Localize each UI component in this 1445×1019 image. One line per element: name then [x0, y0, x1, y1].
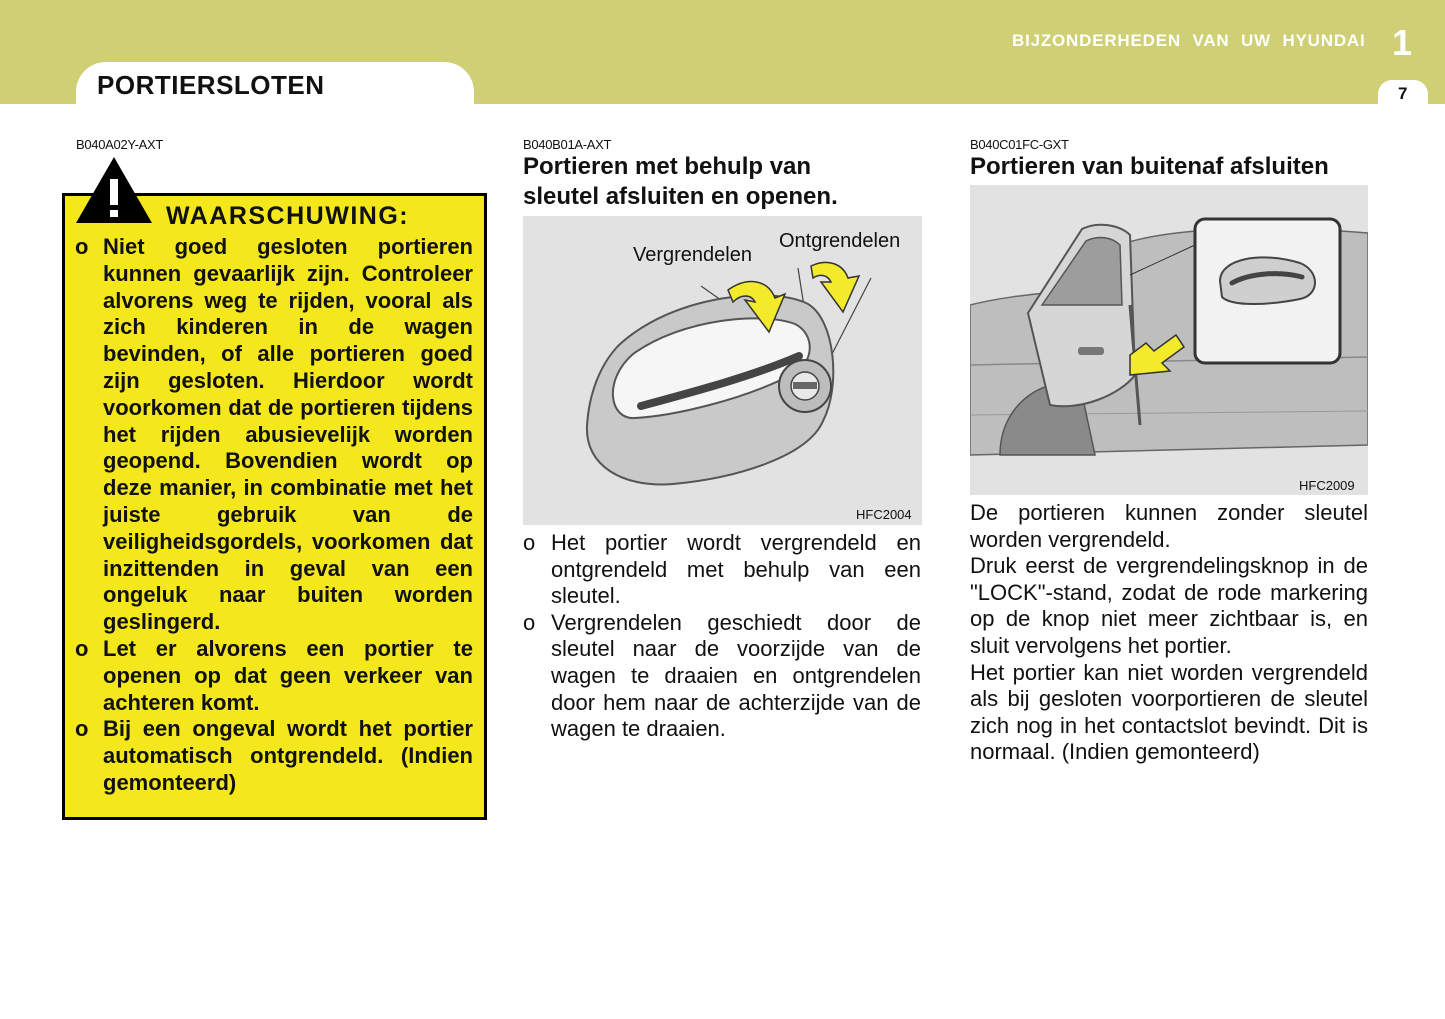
page-number: 7	[1398, 84, 1408, 103]
right-code: B040C01FC-GXT	[970, 137, 1069, 152]
bullet: o	[523, 609, 536, 635]
warning-item-text: Bij een ongeval wordt het portier automatisch ontgrendeld. (Indien gemonteerd)	[103, 716, 473, 795]
warning-heading: WAARSCHUWING:	[166, 202, 410, 230]
right-body-text	[970, 500, 1368, 766]
section-title: PORTIERSLOTEN	[97, 70, 325, 100]
car-door-figure	[970, 185, 1368, 495]
door-handle-key-figure	[523, 216, 922, 525]
middle-list	[523, 530, 921, 743]
warning-item-text: Let er alvorens een portier te openen op dat geen verkeer van achteren komt.	[103, 635, 473, 715]
list-item	[523, 530, 921, 610]
middle-code: B040B01A-AXT	[523, 137, 612, 152]
middle-heading	[523, 152, 923, 212]
warning-item-text: Niet goed gesloten portieren kunnen gevaarlijk zijn. Controleer alvorens weg te rijden, vooral als zich kinderen in de wagen bevinden, of alle portieren goed zijn gesloten. Hierdoor wordt voorkomen dat de portieren tijdens het rijden abusievelijk worden geopend. Bovendien wordt op deze manier, in combinatie met het juiste gebruik van de veiligheidsgordels, voorkomen dat inzittenden in geval van een ongeluk naar buiten worden geslingerd.	[103, 234, 473, 635]
bullet: o	[523, 530, 536, 555]
bullet: o	[75, 234, 89, 259]
figure-code: HFC2009	[1299, 478, 1355, 493]
chapter-title: BIJZONDERHEDEN VAN UW HYUNDAI	[1012, 31, 1366, 50]
warning-item	[75, 716, 473, 796]
warning-list	[75, 234, 473, 797]
unlock-label: Ontgrendelen	[779, 230, 901, 252]
middle-heading-line: sleutel afsluiten en openen.	[523, 183, 838, 210]
car-door-illustration	[970, 185, 1368, 495]
paragraph: De portieren kunnen zonder sleutel worden vergrendeld.	[970, 500, 1368, 552]
warning-item	[75, 234, 473, 636]
warning-item	[75, 636, 473, 716]
list-item-text: Vergrendelen geschiedt door de sleutel naar de voorzijde van de wagen te draaien en ontgrendelen door hem naar de achterzijde van de wagen te draaien.	[551, 609, 921, 742]
warning-code: B040A02Y-AXT	[76, 137, 163, 152]
middle-heading-line: Portieren met behulp van	[523, 153, 812, 180]
chapter-number: 1	[1392, 22, 1413, 63]
figure-code: HFC2004	[856, 507, 912, 522]
list-item-text: Het portier wordt vergrendeld en ontgrendeld met behulp van een sleutel.	[551, 530, 921, 609]
paragraph: Druk eerst de vergrendelingsknop in de "LOCK"-stand, zodat de rode markering op de knop niet meer zichtbaar is, en sluit vervolgens het portier.	[970, 553, 1368, 658]
list-item	[523, 610, 921, 743]
warning-triangle-icon	[74, 155, 154, 225]
paragraph: Het portier kan niet worden vergrendeld als bij gesloten voorportieren de sleutel zich nog in het contactslot bevindt. Dit is normaal. (Indien gemonteerd)	[970, 659, 1368, 765]
right-heading: Portieren van buitenaf afsluiten	[970, 153, 1329, 180]
lock-label: Vergrendelen	[633, 244, 752, 266]
bullet: o	[75, 635, 89, 661]
bullet: o	[75, 716, 89, 742]
